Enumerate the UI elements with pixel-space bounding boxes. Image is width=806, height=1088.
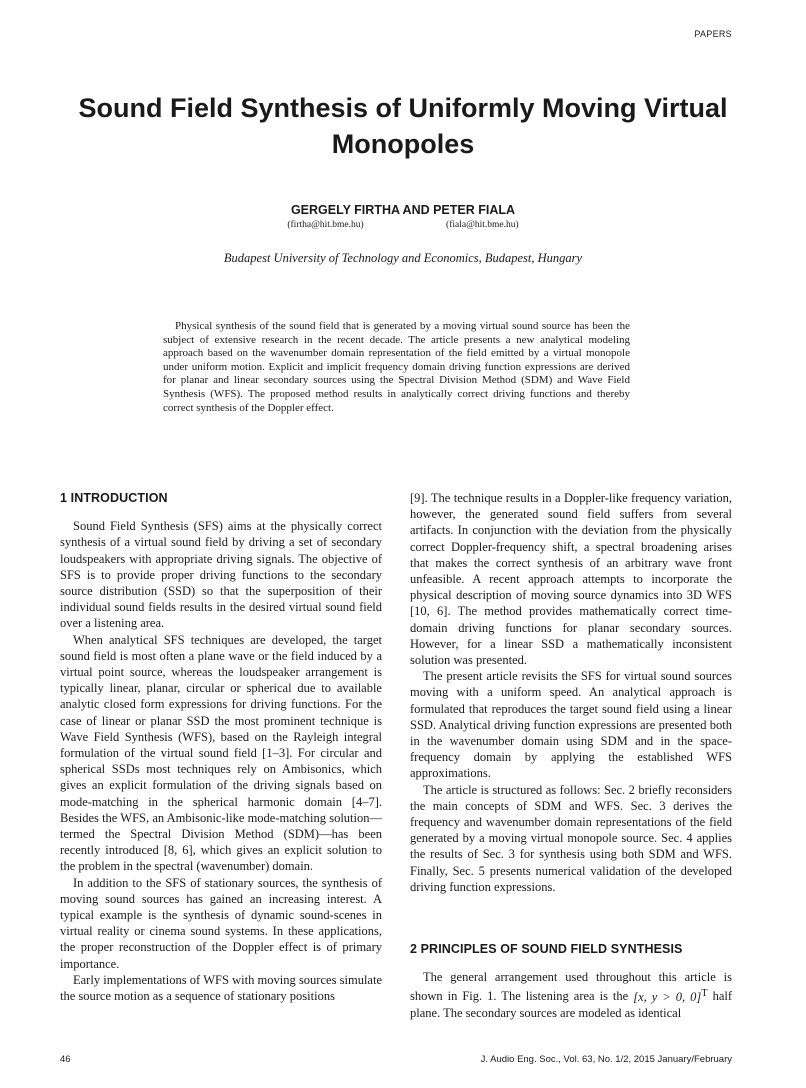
running-head: PAPERS — [694, 29, 732, 39]
abstract: Physical synthesis of the sound field that is generated by a moving virtual sound source has been the subject of extensive research in the recent decade. The article presents a new analytical modeling approach based on the wavenumber domain representation of the field emitted by a virtual monopole under uniform motion. Explicit and implicit frequency domain driving function expressions are derived for planar and linear secondary sources using the Spectral Division Method (SDM) and Wave Field Synthesis (WFS). The proposed method results in analytically correct driving functions and thereby correct synthesis of the Doppler effect. — [163, 320, 630, 414]
authors: GERGELY FIRTHA AND PETER FIALA — [290, 203, 516, 217]
author-email-2: (fiala@hit.bme.hu) — [446, 220, 519, 230]
math-expression: [x, y > 0, 0] — [633, 989, 702, 1004]
author-email-1: (firtha@hit.bme.hu) — [287, 220, 364, 230]
text-run: half plane. The secondary sources are modeled as identical — [410, 989, 733, 1020]
text-run: The general arrangement used throughout this article is shown in Fig. 1. The listening area is the — [410, 970, 732, 1004]
paragraph: Early implementations of WFS with moving sources simulate the source motion as a sequence of stationary positions — [60, 972, 382, 1004]
paragraph: When analytical SFS techniques are developed, the target sound field is most often a plane wave or the field induced by a virtual point source, whereas the loudspeaker arrangement is typically linear, planar, circular or spherical due to available analytic closed form expressions for driving functions. For the case of linear or planar SSD the most prominent technique is Wave Field Synthesis (WFS), based on the Rayleigh integral formulation of the virtual sound field [1–3]. For circular and spherical SSDs most techniques rely on Ambisonics, which gives an explicit formulation of the driving signals based on mode-matching in the spherical harmonic domain [4–7]. Besides the WFS, an Ambisonic-like mode-matching solution—termed the Spectral Division Method (SDM)—has been recently introduced [8, 6], which gives an explicit solution to the problem in the spectral (wavenumber) domain. — [60, 632, 382, 874]
paragraph: The article is structured as follows: Sec. 2 briefly reconsiders the main concepts of SDM and WFS. Sec. 3 derives the frequency and wavenumber domain representations of the field generated by a moving virtual monopole source. Sec. 4 applies the results of Sec. 3 for synthesis using both SDM and WFS. Finally, Sec. 5 presents numerical validation of the developed driving function expressions. — [410, 782, 732, 894]
paragraph — [410, 969, 732, 1021]
paragraph: Sound Field Synthesis (SFS) aims at the physically correct synthesis of a virtual sound field by driving a set of secondary loudspeakers with appropriate driving signals. The objective of SFS is to provide proper driving functions to the secondary source distribution (SSD) so that the superposition of their individual sound fields results in the desired virtual sound field over a listening area. — [60, 519, 382, 631]
section-heading-introduction: 1 INTRODUCTION — [60, 491, 168, 505]
paragraph: In addition to the SFS of stationary sources, the synthesis of moving sound sources has gained an increasing interest. A typical example is the synthesis of dynamic sound-scenes in virtual reality or cinema sound systems. In these applications, the proper reconstruction of the Doppler effect is of primary importance. — [60, 875, 382, 971]
section-heading-principles: 2 PRINCIPLES OF SOUND FIELD SYNTHESIS — [410, 942, 683, 957]
author-emails — [0, 220, 806, 230]
paper-title: Sound Field Synthesis of Uniformly Moving Virtual Monopoles — [78, 93, 728, 159]
inline-math — [633, 987, 708, 1004]
page-number: 46 — [60, 1054, 71, 1065]
left-column — [60, 490, 382, 1004]
right-column — [410, 490, 732, 1021]
paragraph: The present article revisits the SFS for virtual sound sources moving with a uniform speed. An analytical approach is formulated that reproduces the target sound field using a linear SSD. Analytical driving function expressions are presented both in the wavenumber domain using SDM and in the space-frequency domain by applying the established WFS approximations. — [410, 669, 732, 781]
affiliation: Budapest University of Technology and Economics, Budapest, Hungary — [223, 251, 583, 265]
paragraph: [9]. The technique results in a Doppler-like frequency variation, however, the generated sound field suffers from several artifacts. In conjunction with the deviation from the physically correct Doppler-frequency shift, a spectral broadening arises that makes the correct synthesis of an arbitrary wave front unfeasible. A recent approach attempts to incorporate the physical description of moving source dynamics into 3D WFS [10, 6]. The method provides mathematically correct time-domain driving functions for planar secondary sources. However, for a linear SSD a mathematically inconsistent solution was presented. — [410, 491, 732, 668]
math-superscript: T — [701, 987, 708, 999]
journal-citation: J. Audio Eng. Soc., Vol. 63, No. 1/2, 2015 January/February — [480, 1054, 732, 1065]
